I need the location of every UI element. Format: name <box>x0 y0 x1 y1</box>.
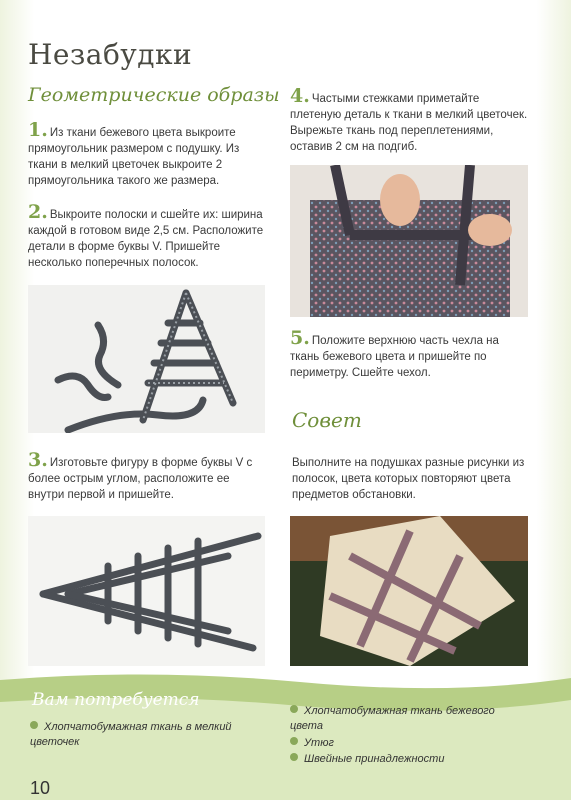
step-text: Положите верхнюю часть чехла на ткань бежевого цвета и пришейте по периметру. Сшейте чехол. <box>290 335 499 379</box>
photo-lattice-v <box>28 516 265 666</box>
step-number: 1. <box>28 119 48 141</box>
photo-finished-pillow <box>290 516 528 666</box>
step-number: 4. <box>290 85 310 107</box>
step-1 <box>28 119 268 189</box>
bullet-icon <box>290 753 298 761</box>
step-number: 2. <box>28 201 48 223</box>
step-2 <box>28 201 268 271</box>
lattice-illustration <box>28 516 265 666</box>
requirement-item: Хлопчатобумажная ткань бежевого цвета <box>290 705 495 732</box>
pillow-illustration <box>290 516 528 666</box>
bullet-icon <box>290 737 298 745</box>
requirement-item: Швейные принадлежности <box>290 752 530 767</box>
step-5 <box>290 327 530 381</box>
step-number: 5. <box>290 327 310 349</box>
step-text: Частыми стежками приметайте плетеную деталь к ткани в мелкий цветочек. Вырежьте ткань под переплетениями, оставив 2 см на подгиб. <box>290 93 528 153</box>
step-4 <box>290 85 530 155</box>
tip-heading: Совет <box>292 408 362 432</box>
strips-illustration <box>28 285 265 433</box>
requirement-item: Утюг <box>290 736 530 751</box>
section-subtitle: Геометрические образы <box>28 84 280 106</box>
bullet-icon <box>30 721 38 729</box>
page-title: Незабудки <box>28 38 193 71</box>
step-3 <box>28 449 268 503</box>
step-text: Выкроите полоски и сшейте их: ширина каждой в готовом виде 2,5 см. Расположите детали в форме буквы V. Пришейте несколько поперечных полосок. <box>28 209 264 269</box>
bullet-icon <box>290 705 298 713</box>
step-text: Изготовьте фигуру в форме буквы V с более острым углом, расположите ее внутри первой и пришейте. <box>28 457 253 501</box>
page-number: 10 <box>30 778 51 798</box>
photo-basting-fabric <box>290 165 528 317</box>
requirements-heading: Вам потребуется <box>32 690 200 710</box>
step-text: Из ткани бежевого цвета выкроите прямоугольник размером с подушку. Из ткани в мелкий цветочек выкроите 2 прямоугольника такого же размера. <box>28 127 240 187</box>
tip-text: Выполните на подушках разные рисунки из полосок, цвета которых повторяют цвета предметов обстановки. <box>292 457 525 501</box>
fabric-illustration <box>290 165 528 317</box>
step-number: 3. <box>28 449 48 471</box>
photo-v-shape-strips <box>28 285 265 433</box>
requirement-item: Хлопчатобумажная ткань в мелкий цветочек <box>30 721 232 748</box>
